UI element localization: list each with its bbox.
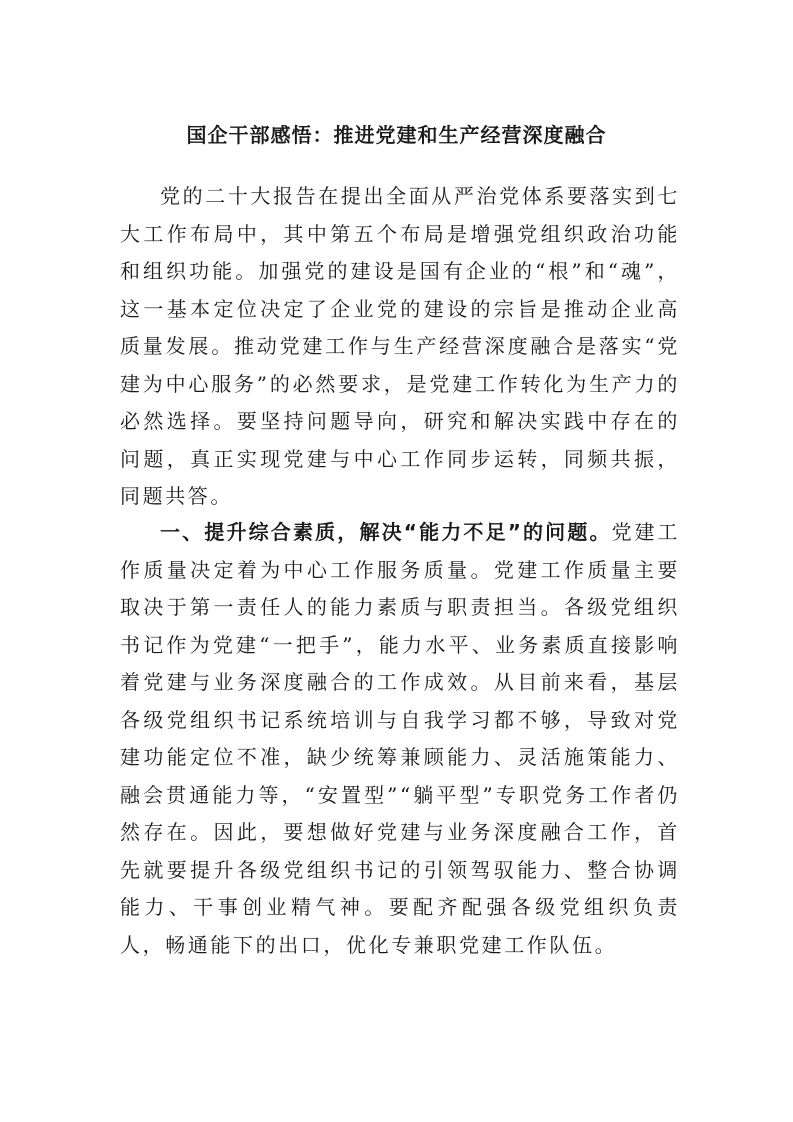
document-title: 国企干部感悟：推进党建和生产经营深度融合 [186,123,607,147]
section-1-body: 党建工作质量决定着为中心工作服务质量。党建工作质量主要取决于第一责任人的能力素质与职责担当。各级党组织书记作为党建“一把手”，能力水平、业务素质直接影响着党建与业务深度融合的工作成效。从目前来看，基层各级党组织书记系统培训与自我学习都不够，导致对党建功能定位不准，缺少统筹兼顾能力、灵活施策能力、融会贯通能力等，“安置型”“躺平型”专职党务工作者仍然存在。因此，要想做好党建与业务深度融合工作，首先就要提升各级党组织书记的引领驾驭能力、整合协调能力、干事创业精气神。要配齐配强各级党组织负责人，畅通能下的出口，优化专兼职党建工作队伍。 [120,520,680,957]
section-1-heading: 一、提升综合素质，解决“能力不足”的问题。 [160,520,612,544]
section-1-paragraph [120,514,680,964]
intro-paragraph: 党的二十大报告在提出全面从严治党体系要落实到七大工作布局中，其中第五个布局是增强党组织政治功能和组织功能。加强党的建设是国有企业的“根”和“魂”，这一基本定位决定了企业党的建设的宗旨是推动企业高质量发展。推动党建工作与生产经营深度融合是落实“党建为中心服务”的必然要求，是党建工作转化为生产力的必然选择。要坚持问题导向，研究和解决实践中存在的问题，真正实现党建与中心工作同步运转，同频共振，同题共答。 [120,184,680,508]
